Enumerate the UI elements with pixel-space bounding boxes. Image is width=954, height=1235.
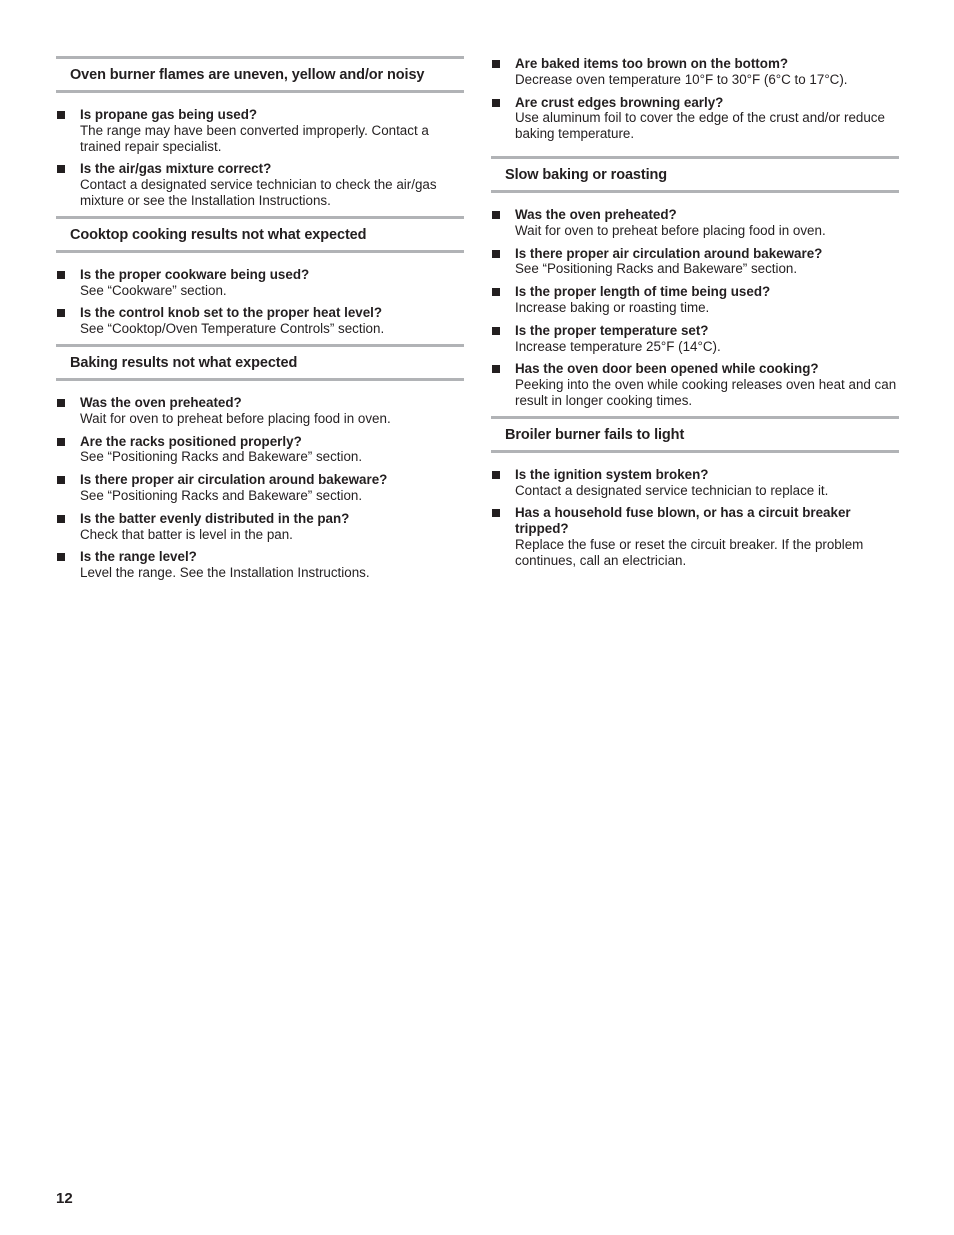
answer: Contact a designated service technician to check the air/gas mixture or see the Installation Instructions. xyxy=(80,177,437,208)
question: Is the proper length of time being used? xyxy=(515,284,771,300)
right-column xyxy=(491,56,899,576)
troubleshooting-list xyxy=(491,193,899,409)
answer: Increase baking or roasting time. xyxy=(515,299,710,315)
answer: Replace the fuse or reset the circuit breaker. If the problem continues, call an electrician. xyxy=(515,536,864,568)
question: Is the batter evenly distributed in the pan? xyxy=(80,510,350,526)
section-heading: Broiler burner fails to light xyxy=(491,416,899,453)
answer: Increase temperature 25°F (14°C). xyxy=(515,338,721,354)
question: Is there proper air circulation around bakeware? xyxy=(515,245,823,261)
square-bullet-icon xyxy=(57,165,65,173)
troubleshooting-list xyxy=(491,453,899,569)
list-item xyxy=(491,95,899,142)
square-bullet-icon xyxy=(492,327,500,335)
square-bullet-icon xyxy=(492,99,500,107)
section-heading: Baking results not what expected xyxy=(56,344,464,381)
square-bullet-icon xyxy=(57,309,65,317)
square-bullet-icon xyxy=(57,399,65,407)
answer: Decrease oven temperature 10°F to 30°F (6°C to 17°C). xyxy=(515,71,848,87)
section-broiler-burner xyxy=(491,416,899,569)
answer: Contact a designated service technician to replace it. xyxy=(515,482,829,498)
list-item xyxy=(491,284,899,316)
answer: Peeking into the oven while cooking releases oven heat and can result in longer cooking times. xyxy=(515,377,897,408)
square-bullet-icon xyxy=(57,438,65,446)
list-item xyxy=(491,505,899,568)
square-bullet-icon xyxy=(492,60,500,68)
answer: Level the range. See the Installation Instructions. xyxy=(80,565,370,581)
answer: See “Cookware” section. xyxy=(80,282,227,298)
question: Are the racks positioned properly? xyxy=(80,433,302,449)
continued-list xyxy=(491,56,899,142)
answer: Use aluminum foil to cover the edge of the crust and/or reduce baking temperature. xyxy=(515,110,885,142)
question: Are crust edges browning early? xyxy=(515,94,724,110)
list-item xyxy=(491,207,899,239)
list-item xyxy=(56,549,464,581)
answer: Wait for oven to preheat before placing food in oven. xyxy=(80,410,391,426)
troubleshooting-list xyxy=(56,253,464,337)
list-item xyxy=(491,323,899,355)
list-item xyxy=(491,246,899,278)
question: Is the proper cookware being used? xyxy=(80,266,310,282)
answer: See “Positioning Racks and Bakeware” section. xyxy=(515,261,798,277)
square-bullet-icon xyxy=(57,515,65,523)
square-bullet-icon xyxy=(57,476,65,484)
question: Is the ignition system broken? xyxy=(515,466,709,482)
list-item xyxy=(56,472,464,504)
question: Was the oven preheated? xyxy=(515,206,677,222)
list-item xyxy=(56,434,464,466)
square-bullet-icon xyxy=(57,111,65,119)
answer: Check that batter is level in the pan. xyxy=(80,526,293,542)
question: Was the oven preheated? xyxy=(80,394,242,410)
page-number: 12 xyxy=(56,1190,73,1207)
section-heading: Cooktop cooking results not what expected xyxy=(56,216,464,253)
answer: Wait for oven to preheat before placing food in oven. xyxy=(515,222,826,238)
question: Is the control knob set to the proper heat level? xyxy=(80,305,383,321)
section-oven-burner-flames xyxy=(56,56,464,209)
question: Has the oven door been opened while cooking? xyxy=(515,361,819,377)
question: Has a household fuse blown, or has a circuit breaker tripped? xyxy=(515,505,851,537)
question: Is there proper air circulation around bakeware? xyxy=(80,472,388,488)
square-bullet-icon xyxy=(492,471,500,479)
section-cooktop-results xyxy=(56,216,464,337)
section-heading: Oven burner flames are uneven, yellow and/or noisy xyxy=(56,56,464,93)
section-baking-results xyxy=(56,344,464,581)
square-bullet-icon xyxy=(492,250,500,258)
question: Is the proper temperature set? xyxy=(515,322,709,338)
answer: See “Positioning Racks and Bakeware” section. xyxy=(80,487,363,503)
square-bullet-icon xyxy=(492,365,500,373)
list-item xyxy=(56,161,464,208)
square-bullet-icon xyxy=(57,553,65,561)
square-bullet-icon xyxy=(57,271,65,279)
list-item xyxy=(56,511,464,543)
question: Is propane gas being used? xyxy=(80,107,258,122)
section-heading: Slow baking or roasting xyxy=(491,156,899,193)
square-bullet-icon xyxy=(492,211,500,219)
left-column xyxy=(56,56,464,588)
question: Is the air/gas mixture correct? xyxy=(80,161,272,177)
square-bullet-icon xyxy=(492,288,500,296)
list-item xyxy=(56,267,464,299)
list-item xyxy=(491,56,899,88)
list-item xyxy=(56,395,464,427)
square-bullet-icon xyxy=(492,509,500,517)
answer: The range may have been converted improperly. Contact a trained repair specialist. xyxy=(80,122,429,154)
question: Are baked items too brown on the bottom? xyxy=(515,56,789,71)
question: Is the range level? xyxy=(80,549,197,565)
answer: See “Positioning Racks and Bakeware” section. xyxy=(80,449,363,465)
list-item xyxy=(56,305,464,337)
list-item xyxy=(491,467,899,499)
troubleshooting-list xyxy=(56,93,464,209)
list-item xyxy=(491,361,899,408)
section-slow-baking xyxy=(491,156,899,409)
answer: See “Cooktop/Oven Temperature Controls” section. xyxy=(80,321,385,337)
list-item xyxy=(56,107,464,154)
troubleshooting-list xyxy=(56,381,464,581)
